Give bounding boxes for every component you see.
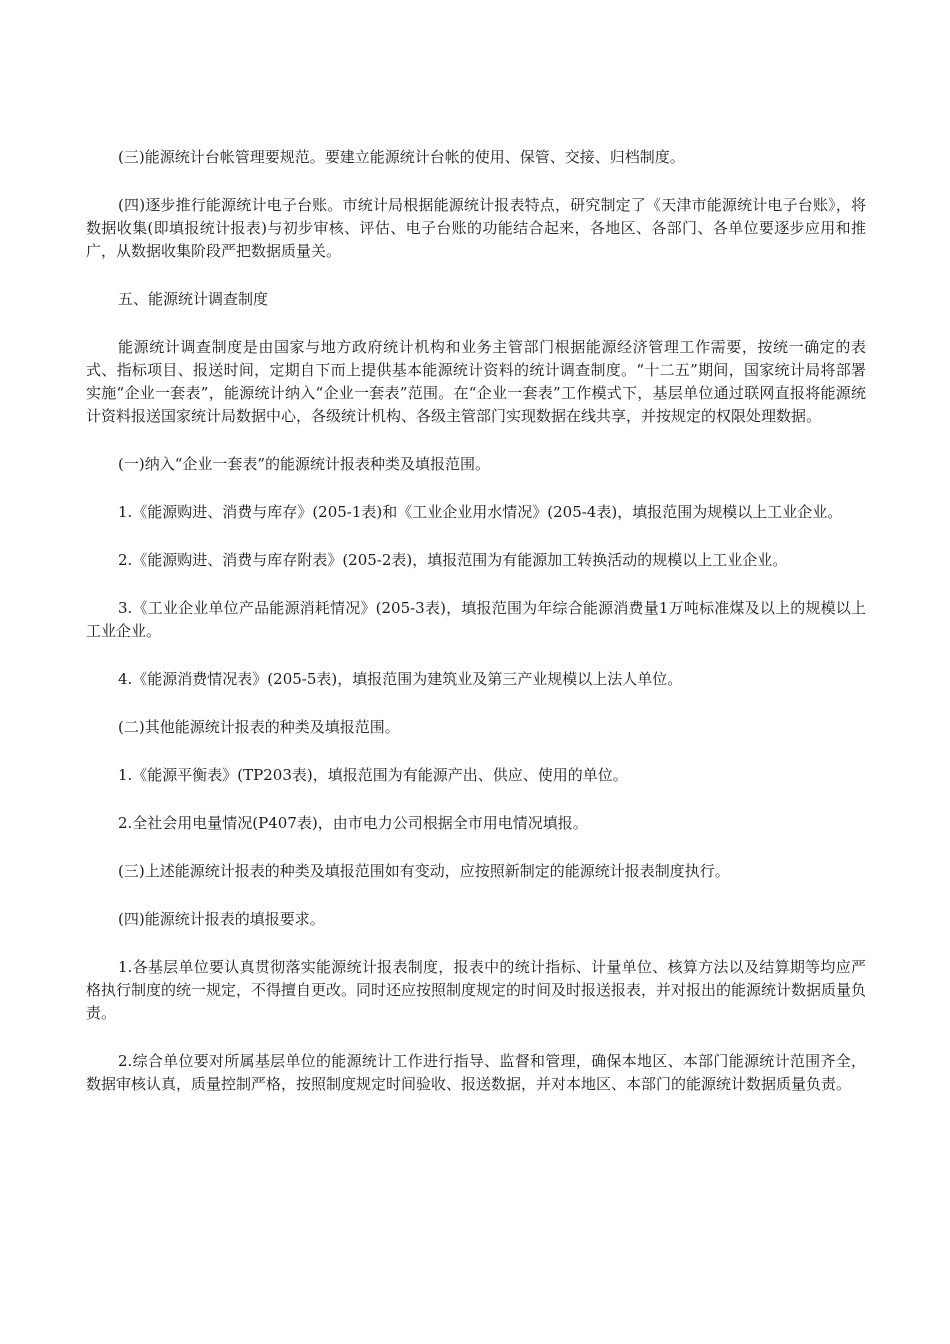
list-item-205-5: 4.《能源消费情况表》(205-5表)，填报范围为建筑业及第三产业规模以上法人单位。 bbox=[118, 670, 683, 688]
list-item-p407: 2.全社会用电量情况(P407表)，由市电力公司根据全市用电情况填报。 bbox=[118, 814, 588, 832]
paragraph-survey-system-intro: 能源统计调查制度是由国家与地方政府统计机构和业务主管部门根据能源经济管理工作需要，按统一确定的表式、指标项目、报送时间，定期自下而上提供基本能源统计资料的统计调查制度。“十二五”期间，国家统计局将部署实施“企业一套表”，能源统计纳入“企业一套表”范围。在“企业一套表”工作模式下，基层单位通过联网直报将能源统计资料报送国家统计局数据中心，各级统计机构、各级主管部门实现数据在线共享，并按规定的权限处理数据。 bbox=[86, 338, 866, 425]
paragraph-electronic-ledger: (四)逐步推行能源统计电子台账。市统计局根据能源统计报表特点，研究制定了《天津市能源统计电子台账》，将数据收集(即填报统计报表)与初步审核、评估、电子台账的功能结合起来，各地区、各部门、各单位要逐步应用和推广，从数据收集阶段严把数据质量关。 bbox=[86, 196, 866, 260]
subheading-other-reports: (二)其他能源统计报表的种类及填报范围。 bbox=[118, 718, 400, 736]
subheading-enterprise-reports: (一)纳入“企业一套表”的能源统计报表种类及填报范围。 bbox=[118, 455, 491, 473]
list-item-205-3: 3.《工业企业单位产品能源消耗情况》(205-3表)，填报范围为年综合能源消费量1万吨标准煤及以上的规模以上工业企业。 bbox=[86, 599, 866, 640]
list-item-205-2: 2.《能源购进、消费与库存附表》(205-2表)，填报范围为有能源加工转换活动的规模以上工业企业。 bbox=[118, 551, 788, 569]
section-heading-survey-system: 五、能源统计调查制度 bbox=[118, 290, 269, 308]
list-item-tp203: 1.《能源平衡表》(TP203表)，填报范围为有能源产出、供应、使用的单位。 bbox=[118, 766, 628, 784]
subheading-filing-requirements: (四)能源统计报表的填报要求。 bbox=[118, 910, 325, 928]
list-item-comprehensive-units: 2.综合单位要对所属基层单位的能源统计工作进行指导、监督和管理，确保本地区、本部门能源统计范围齐全，数据审核认真，质量控制严格，按照制度规定时间验收、报送数据，并对本地区、本部门的能源统计数据质量负责。 bbox=[86, 1052, 866, 1093]
document-body bbox=[86, 146, 866, 1121]
list-item-basic-units: 1.各基层单位要认真贯彻落实能源统计报表制度，报表中的统计指标、计量单位、核算方法以及结算期等均应严格执行制度的统一规定，不得擅自更改。同时还应按照制度规定的时间及时报送报表，并对报出的能源统计数据质量负责。 bbox=[86, 958, 867, 1022]
paragraph-changes: (三)上述能源统计报表的种类及填报范围如有变动，应按照新制定的能源统计报表制度执行。 bbox=[118, 862, 730, 880]
list-item-205-1: 1.《能源购进、消费与库存》(205-1表)和《工业企业用水情况》(205-4表)，填报范围为规模以上工业企业。 bbox=[118, 503, 843, 521]
paragraph-ledger-management: (三)能源统计台帐管理要规范。要建立能源统计台帐的使用、保管、交接、归档制度。 bbox=[118, 148, 685, 166]
